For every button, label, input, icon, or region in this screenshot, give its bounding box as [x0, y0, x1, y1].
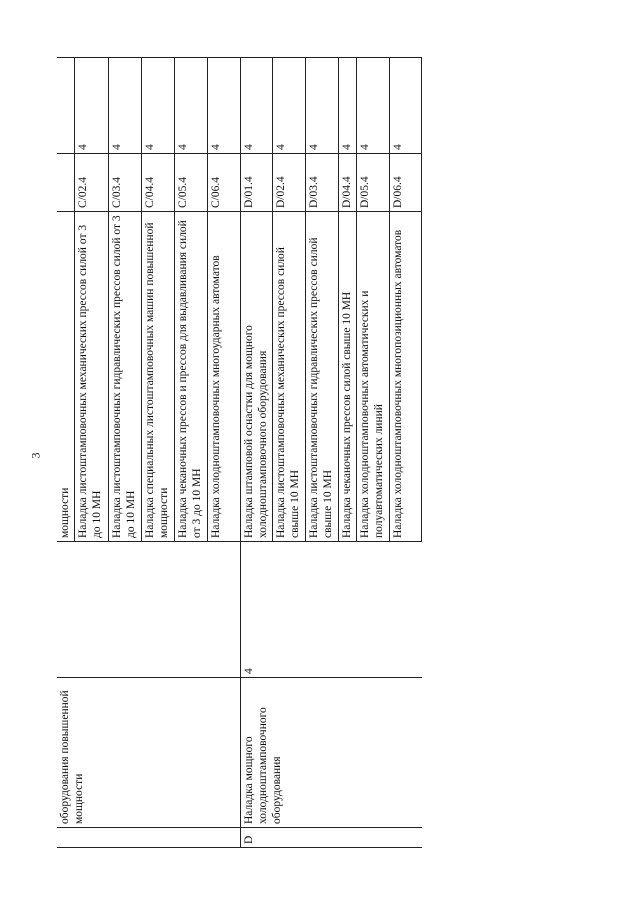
rotated-table-container [57, 58, 422, 848]
function-level-cell: 4 [75, 58, 109, 154]
function-code-cell: C/03.4 [108, 154, 141, 212]
function-name-cell: Наладка холодноштамповочных многопозиционных автоматов [390, 212, 422, 542]
function-code-cell: D/01.4 [240, 154, 273, 212]
function-code-cell: D/02.4 [273, 154, 306, 212]
page-number: 3 [28, 452, 43, 459]
function-code-cell: C/06.4 [207, 154, 240, 212]
function-code-cell: D/03.4 [306, 154, 339, 212]
function-level-cell: 4 [339, 58, 357, 154]
function-name-cell: Наладка чеканочных прессов силой свыше 10 МН [339, 212, 357, 542]
function-code-cell: D/05.4 [357, 154, 390, 212]
table-row [240, 58, 273, 848]
function-name-cell: Наладка листоштамповочных механических прессов силой от 3 до 10 МН [75, 212, 109, 542]
function-level-cell: 4 [240, 58, 273, 154]
section-code-cell [57, 828, 240, 848]
function-name-cell: Наладка листоштамповочных механических прессов силой свыше 10 МН [273, 212, 306, 542]
function-code-cell: C/02.4 [75, 154, 109, 212]
function-level-cell: 4 [141, 58, 174, 154]
table-row [57, 58, 75, 848]
functions-table [57, 57, 422, 848]
function-level-cell: 4 [357, 58, 390, 154]
function-name-cell: Наладка холодноштамповочных автоматических и полуавтоматических линий [357, 212, 390, 542]
function-level-cell: 4 [306, 58, 339, 154]
function-level-cell: 4 [390, 58, 422, 154]
function-level-cell [57, 58, 75, 154]
function-code-cell [57, 154, 75, 212]
section-name-cell: оборудования повышенной мощности [57, 678, 240, 828]
function-name-cell: Наладка специальных листоштамповочных машин повышенной мощности [141, 212, 174, 542]
section-name-cell: Наладка мощного холодноштамповочного оборудования [240, 678, 421, 828]
function-level-cell: 4 [174, 58, 207, 154]
function-level-cell: 4 [108, 58, 141, 154]
function-name-cell: Наладка листоштамповочных гидравлических прессов силой от 3 до 10 МН [108, 212, 141, 542]
section-level-cell: 4 [240, 542, 421, 678]
function-name-cell: мощности [57, 212, 75, 542]
function-name-cell: Наладка листоштамповочных гидравлических прессов силой свыше 10 МН [306, 212, 339, 542]
function-name-cell: Наладка штамповой оснастки для мощного холодноштамповочного оборудования [240, 212, 273, 542]
function-level-cell: 4 [273, 58, 306, 154]
function-code-cell: D/06.4 [390, 154, 422, 212]
function-code-cell: D/04.4 [339, 154, 357, 212]
section-level-cell [57, 542, 240, 678]
function-level-cell: 4 [207, 58, 240, 154]
function-name-cell: Наладка холодноштамповочных многоударных автоматов [207, 212, 240, 542]
function-code-cell: C/04.4 [141, 154, 174, 212]
function-name-cell: Наладка чеканочных прессов и прессов для выдавливания силой от 3 до 10 МН [174, 212, 207, 542]
section-code-cell: D [240, 828, 421, 848]
function-code-cell: C/05.4 [174, 154, 207, 212]
